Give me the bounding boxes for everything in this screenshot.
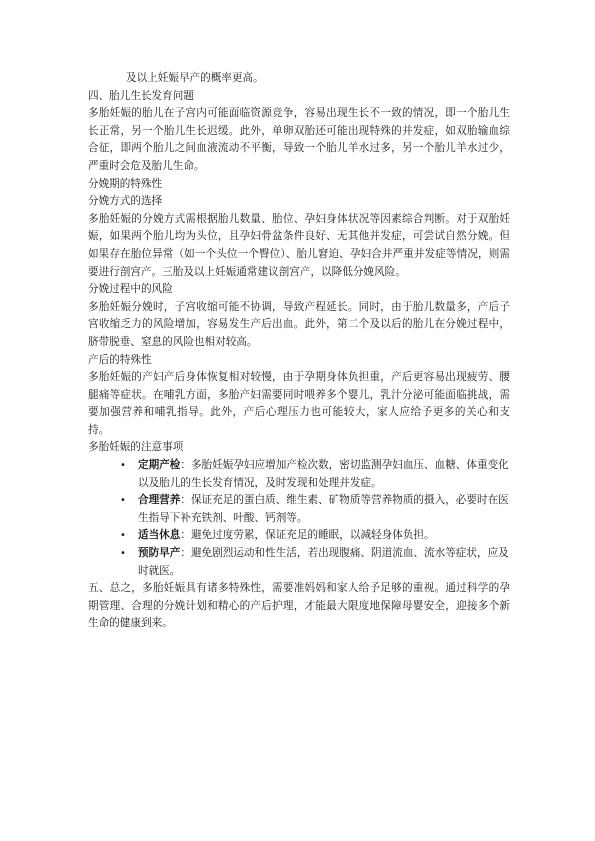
- note-term: 预防早产: [138, 547, 181, 560]
- bullet-icon: •: [120, 548, 126, 560]
- bullet-icon: •: [120, 530, 126, 542]
- list-item: [120, 492, 510, 527]
- notes-list: [88, 457, 510, 580]
- document-page: [88, 70, 510, 633]
- list-item: [120, 545, 510, 580]
- note-text: ：避免过度劳累，保证充足的睡眠，以减轻身体负担。: [180, 529, 435, 542]
- delivery-risk-heading: 分娩过程中的风险: [88, 283, 173, 296]
- delivery-method-paragraph: 多胎妊娠的分娩方式需根据胎儿数量、胎位、孕妇身体状况等因素综合判断。对于双胎妊娠，如果两个胎儿均为头位，且孕妇骨盆条件良好、无其他并发症，可尝试自然分娩。但如果存在胎位异常（如一个头位一个臀位）、胎儿窘迫、孕妇合并严重并发症等情况，则需要进行剖宫产。三胎及以上妊娠通常建议剖宫产，以降低分娩风险。: [88, 212, 510, 278]
- section-4-paragraph: 多胎妊娠的胎儿在子宫内可能面临资源竞争，容易出现生长不一致的情况，即一个胎儿生长正常，另一个胎儿生长迟缓。此外，单卵双胎还可能出现特殊的并发症，如双胎输血综合征，即两个胎儿之间血液流动不平衡，导致一个胎儿羊水过多，另一个胎儿羊水过少，严重时会危及胎儿生命。: [88, 107, 510, 172]
- delivery-heading: 分娩期的特殊性: [88, 177, 163, 190]
- intro-tail-text: 及以上妊娠早产的概率更高。: [126, 72, 264, 84]
- bullet-icon: •: [120, 460, 126, 472]
- note-term: 合理营养: [138, 494, 181, 507]
- bullet-icon: •: [120, 495, 126, 507]
- postpartum-heading: 产后的特殊性: [88, 353, 152, 366]
- notes-heading: 多胎妊娠的注意事项: [88, 441, 184, 454]
- note-text: ：避免剧烈运动和性生活，若出现腹痛、阴道流血、流水等症状，应及时就医。: [138, 547, 509, 577]
- delivery-method-heading: 分娩方式的选择: [88, 195, 163, 208]
- list-item: [120, 527, 510, 545]
- delivery-risk-paragraph: 多胎妊娠分娩时，子宫收缩可能不协调，导致产程延长。同时，由于胎儿数量多，产后子宫收缩乏力的风险增加，容易发生产后出血。此外，第二个及以后的胎儿在分娩过程中，脐带脱垂、窒息的风险也相对较高。: [88, 300, 510, 348]
- note-term: 适当休息: [138, 529, 181, 542]
- section-4-heading: 四、胎儿生长发育问题: [88, 89, 194, 102]
- postpartum-paragraph: 多胎妊娠的产妇产后身体恢复相对较慢，由于孕期身体负担重，产后更容易出现疲劳、腰腿痛等症状。在哺乳方面，多胎产妇需要同时喂养多个婴儿，乳汁分泌可能面临挑战，需要加强营养和哺乳指导。此外，产后心理压力也可能较大，家人应给予更多的关心和支持。: [88, 371, 510, 436]
- note-text: ：多胎妊娠孕妇应增加产检次数，密切监测孕妇血压、血糖、体重变化以及胎儿的生长发育情况，及时发现和处理并发症。: [138, 459, 509, 489]
- list-item: [120, 457, 510, 492]
- note-text: ：保证充足的蛋白质、维生素、矿物质等营养物质的摄入，必要时在医生指导下补充铁剂、叶酸、钙剂等。: [138, 494, 509, 524]
- note-term: 定期产检: [138, 459, 181, 472]
- conclusion-paragraph: 五、总之，多胎妊娠具有诸多特殊性，需要准妈妈和家人给予足够的重视。通过科学的孕期管理、合理的分娩计划和精心的产后护理，才能最大限度地保障母婴安全，迎接多个新生命的健康到来。: [88, 582, 510, 630]
